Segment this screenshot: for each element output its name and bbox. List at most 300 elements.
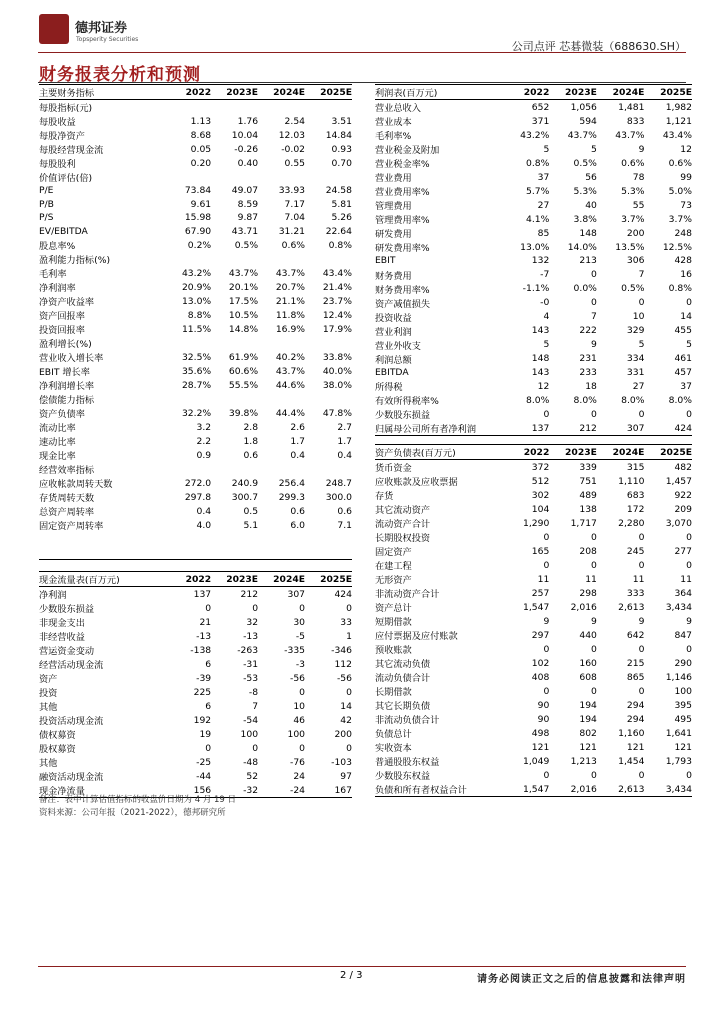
table-row	[375, 698, 692, 712]
cell-value: 5.26	[331, 212, 352, 224]
cell-value: 43.7%	[228, 267, 259, 279]
cell-value: 240.9	[231, 477, 259, 489]
cell-value: 8.0%	[526, 394, 550, 406]
cell-value: 2022	[502, 85, 550, 100]
cell-value: 3.7%	[621, 213, 645, 225]
cell-value: 1,160	[618, 727, 645, 739]
row-label: 少数股东权益	[375, 771, 431, 782]
cell-value: 0.0%	[573, 283, 597, 295]
table-row	[375, 212, 692, 226]
cell-value: 12.5%	[662, 241, 692, 253]
table-header-row	[375, 85, 692, 100]
table-row	[375, 586, 692, 600]
table-row	[375, 100, 692, 115]
cell-value: 3.2	[196, 421, 212, 433]
cell-value: 12	[537, 380, 550, 392]
cell-value: 5	[686, 339, 692, 351]
table-row	[375, 544, 692, 558]
cell-value: 1.7	[337, 435, 352, 447]
cell-value: 498	[531, 727, 550, 739]
row-label: 每股指标(元)	[39, 103, 93, 114]
cell-value: 0	[591, 559, 597, 571]
cell-value	[305, 532, 352, 546]
cell-value: 44.4%	[275, 407, 306, 419]
cell-value: 85	[537, 227, 550, 239]
row-label: 非流动负债合计	[375, 715, 440, 726]
table-row	[39, 142, 352, 156]
cell-value	[211, 532, 258, 546]
cell-value: 0	[638, 531, 645, 543]
cell-value: 13.0%	[181, 295, 212, 307]
cell-value: 200	[334, 728, 352, 740]
cell-value: 47.8%	[322, 407, 352, 419]
cell-value: 38.0%	[322, 379, 352, 391]
table-row	[375, 600, 692, 614]
row-label: 固定资产周转率	[39, 521, 104, 533]
table-row	[39, 615, 352, 629]
cell-value: 225	[193, 686, 212, 698]
table-row	[375, 268, 692, 282]
cell-value	[164, 546, 211, 560]
cell-value: 7	[591, 311, 597, 323]
table-row	[39, 128, 352, 142]
cell-value: 0	[252, 602, 259, 614]
cell-value: 512	[531, 475, 550, 487]
row-label: 货币资金	[375, 463, 412, 474]
cell-value: -13	[243, 630, 259, 642]
cell-value: 2.7	[337, 421, 352, 433]
table-row	[39, 156, 352, 170]
row-label: 存货周转天数	[39, 493, 95, 505]
table-row	[375, 628, 692, 642]
row-label	[39, 532, 164, 546]
row-label	[39, 546, 164, 560]
cell-value: 0	[543, 643, 550, 655]
main-indicators-table	[39, 84, 352, 560]
cell-value: 2,613	[618, 601, 645, 613]
cell-value: 33.93	[278, 185, 306, 197]
cell-value	[305, 336, 352, 350]
cell-value: 9.61	[190, 198, 212, 210]
cell-value: 2024E	[597, 85, 645, 100]
cell-value: 11	[680, 573, 692, 585]
page-number: 2 / 3	[340, 970, 363, 981]
table-row	[375, 379, 692, 393]
cell-value: 43.7%	[567, 129, 597, 141]
cell-value: 315	[626, 461, 645, 473]
row-label: 资产总计	[375, 603, 412, 614]
cell-value: 39.8%	[228, 407, 259, 419]
row-label: 预收账款	[375, 645, 412, 656]
cell-value: 0	[346, 742, 352, 754]
cell-value: 43.7%	[615, 129, 645, 141]
row-label: 营业外收支	[375, 340, 421, 352]
cell-value: 6	[205, 658, 212, 670]
cell-value: 371	[531, 115, 550, 127]
table-row	[375, 712, 692, 726]
cell-value: 0.8%	[526, 157, 550, 169]
cell-value: 300.7	[231, 491, 259, 503]
cell-value: 0.70	[331, 157, 352, 169]
cell-value: 9	[591, 339, 597, 351]
cell-value	[164, 532, 211, 546]
cell-value: 2,016	[549, 782, 597, 797]
cell-value: 24.58	[325, 185, 352, 197]
table-row	[39, 476, 352, 490]
cell-value: 0	[591, 769, 597, 781]
cell-value: 233	[579, 366, 597, 378]
cell-value: 61.9%	[228, 351, 259, 363]
cell-value: 608	[579, 671, 597, 683]
cell-value: 4.1%	[526, 213, 550, 225]
cell-value: 2.2	[196, 435, 212, 447]
row-label: 应收账款及应收票据	[375, 477, 458, 488]
cell-value: 1,793	[665, 755, 692, 767]
cell-value: 0	[252, 742, 259, 754]
cell-value: 33.8%	[322, 351, 352, 363]
row-label: 营业税金率%	[375, 159, 430, 170]
footer-divider	[38, 966, 686, 967]
cell-value: 11.8%	[275, 309, 306, 321]
cell-value: 294	[626, 713, 645, 725]
cell-value: 8.0%	[668, 394, 692, 406]
table-row	[375, 282, 692, 296]
cell-value: 9	[638, 615, 645, 627]
table-row	[39, 406, 352, 420]
cell-value: 3,434	[665, 601, 692, 613]
cell-value: 43.4%	[662, 129, 692, 141]
table-row	[39, 225, 352, 239]
table-header-row	[375, 445, 692, 460]
table-row	[39, 294, 352, 308]
row-label: 盈利增长(%)	[39, 339, 92, 351]
cell-value: 12.4%	[322, 309, 352, 321]
cell-value: 2023E	[549, 445, 597, 460]
cell-value: 14.0%	[567, 241, 597, 253]
cell-value: 1,213	[570, 755, 597, 767]
cell-value: 55	[632, 199, 645, 211]
row-label: 其他	[39, 702, 58, 713]
cell-value: 11	[585, 573, 597, 585]
table-row	[375, 407, 692, 421]
row-label: 无形资产	[375, 575, 412, 586]
row-label: 经营活动现金流	[39, 660, 104, 671]
cell-value: 55.5%	[228, 379, 259, 391]
row-label: 毛利率%	[375, 131, 412, 142]
cell-value: 455	[674, 325, 692, 337]
table-header-row	[39, 85, 352, 100]
cell-value: 10	[632, 311, 645, 323]
cell-value: 302	[531, 489, 550, 501]
cell-value: -1.1%	[522, 283, 550, 295]
cell-value	[164, 170, 211, 184]
cell-value: 5.3%	[573, 185, 597, 197]
cell-value: 1,547	[502, 782, 550, 797]
row-label: 流动比率	[39, 423, 76, 435]
cell-value: 112	[334, 658, 352, 670]
row-label: 长期借款	[375, 687, 412, 698]
cell-value: 0.8%	[328, 239, 352, 251]
cell-value: 245	[626, 545, 645, 557]
row-label: EBIT	[375, 255, 396, 267]
cell-value: 2.6	[290, 421, 306, 433]
table-row	[375, 474, 692, 488]
row-label: 价值评估(倍)	[39, 173, 93, 184]
cell-value: 3.51	[331, 115, 352, 127]
cell-value: 1,481	[618, 101, 645, 113]
row-label: 总资产周转率	[39, 507, 95, 519]
cell-value: 0	[299, 602, 306, 614]
row-label: 负债总计	[375, 729, 412, 740]
cell-value: 0	[686, 643, 692, 655]
cell-value: 148	[579, 227, 597, 239]
row-label: 资产负债率	[39, 409, 85, 421]
cell-value	[164, 392, 211, 406]
row-label: 其它流动负债	[375, 659, 431, 670]
cell-value: 5.81	[331, 198, 352, 210]
cell-value: 14	[680, 311, 692, 323]
title-divider	[38, 82, 686, 83]
cell-value: 642	[626, 629, 645, 641]
cell-value	[211, 252, 258, 266]
row-label: 偿债能力指标	[39, 395, 95, 407]
cell-value: 11	[632, 573, 645, 585]
cell-value: 11.5%	[181, 323, 212, 335]
cell-value: -76	[290, 756, 306, 768]
cell-value: 10	[293, 700, 306, 712]
row-label: EBITDA	[375, 366, 409, 378]
cell-value: 209	[674, 503, 692, 515]
cell-value: 60.6%	[228, 365, 259, 377]
row-label: 短期借款	[375, 617, 412, 628]
cell-value	[258, 462, 305, 476]
cell-value: 5.7%	[526, 185, 550, 197]
cell-value: 2.54	[284, 115, 306, 127]
table-row	[375, 310, 692, 324]
cell-value: 10.5%	[228, 309, 259, 321]
cell-value: 35.6%	[181, 365, 212, 377]
cell-value: 102	[531, 657, 550, 669]
cell-value: 0.4	[196, 505, 212, 517]
cell-value: 137	[502, 421, 550, 436]
table-row	[375, 572, 692, 586]
row-label: 营业利润	[375, 326, 412, 338]
row-label: 应收帐款周转天数	[39, 479, 113, 491]
logo-subtext: Topsperity Securities	[76, 36, 139, 43]
row-label: 现金比率	[39, 451, 76, 463]
cell-value: 0.40	[237, 157, 259, 169]
row-label: 营业税金及附加	[375, 145, 440, 156]
header-divider	[38, 52, 686, 53]
cell-value: 2024E	[258, 85, 305, 100]
balance-sheet-table	[375, 444, 692, 797]
row-label: 应付票据及应付账款	[375, 631, 458, 642]
cell-value: 1,982	[665, 101, 692, 113]
table-row	[375, 642, 692, 656]
cell-value: 7.04	[284, 212, 306, 224]
row-label: 流动资产合计	[375, 519, 431, 530]
row-label: 净资产收益率	[39, 297, 95, 309]
cell-value: 28.7%	[181, 379, 212, 391]
cell-value: 1,146	[665, 671, 692, 683]
cell-value	[211, 170, 258, 184]
cell-value: 90	[537, 713, 550, 725]
row-label: EV/EBITDA	[39, 225, 88, 237]
cell-value: 0	[543, 769, 550, 781]
cell-value: 20.1%	[228, 281, 259, 293]
table-row	[39, 308, 352, 322]
row-label: 非流动资产合计	[375, 589, 440, 600]
page-title: 财务报表分析和预测	[39, 65, 201, 85]
cell-value: 298	[579, 587, 597, 599]
cell-value: 1.76	[237, 115, 259, 127]
table-row	[375, 114, 692, 128]
row-label: 负债和所有者权益合计	[375, 782, 502, 797]
cell-value: 0.4	[337, 449, 352, 461]
cell-value: 0	[543, 685, 550, 697]
row-label: 资产减值损失	[375, 298, 431, 310]
cell-value	[258, 546, 305, 560]
table-row	[375, 516, 692, 530]
cell-value: 0	[686, 559, 692, 571]
cell-value: 0	[591, 269, 597, 281]
cell-value: 2025E	[305, 85, 352, 100]
cell-value: 0.4	[290, 449, 306, 461]
cell-value: 0	[638, 297, 645, 309]
cell-value	[258, 252, 305, 266]
cell-value: 22.64	[325, 225, 352, 237]
row-label: 股权募资	[39, 744, 76, 755]
cell-value: 1	[346, 630, 352, 642]
cell-value: 300.0	[325, 491, 352, 503]
row-label: 其他	[39, 758, 58, 769]
cell-value: 27	[632, 380, 645, 392]
table-row	[375, 366, 692, 380]
cell-value: 0	[591, 531, 597, 543]
cell-value: 307	[597, 421, 645, 436]
cell-value: 2025E	[305, 572, 352, 587]
cell-value: 40.0%	[322, 365, 352, 377]
row-label: 存货	[375, 491, 394, 502]
row-label: P/B	[39, 198, 54, 210]
table-row	[375, 338, 692, 352]
cell-value	[258, 336, 305, 350]
cell-value: 1.8	[243, 435, 259, 447]
cell-value: -56	[290, 672, 306, 684]
cell-value: 461	[674, 353, 692, 365]
cell-value: 0	[638, 408, 645, 420]
cell-value: 6	[205, 700, 212, 712]
cell-value: 231	[579, 353, 597, 365]
row-label: 非现金支出	[39, 618, 85, 629]
table-header-row	[39, 572, 352, 587]
cash-flow-table	[39, 571, 352, 798]
cell-value: 256.4	[278, 477, 306, 489]
cell-value: 0	[591, 297, 597, 309]
row-label: 营业费用率%	[375, 187, 430, 198]
cell-value: 9	[591, 615, 597, 627]
cell-value: 0.6	[337, 505, 352, 517]
table-row	[39, 184, 352, 198]
cell-value: 138	[579, 503, 597, 515]
cell-value: 5	[543, 339, 550, 351]
cell-value: 17.9%	[322, 323, 352, 335]
cell-value: 215	[626, 657, 645, 669]
cell-value: 5.0%	[668, 185, 692, 197]
cell-value: 43.71	[231, 225, 259, 237]
row-label: 营业收入增长率	[39, 353, 104, 365]
row-label: 营运资金变动	[39, 646, 95, 657]
cell-value	[211, 100, 258, 115]
cell-value: 33	[340, 616, 352, 628]
table-row	[375, 352, 692, 366]
table-row	[375, 393, 692, 407]
cell-value: 2.8	[243, 421, 259, 433]
cell-value: 12.03	[278, 129, 306, 141]
table-row	[375, 558, 692, 572]
cell-value: -0.02	[281, 143, 306, 155]
cell-value: 0	[543, 408, 550, 420]
cell-value	[164, 100, 211, 115]
table-row	[39, 280, 352, 294]
row-label: 所得税	[375, 382, 403, 394]
cell-value: 213	[579, 255, 597, 267]
cell-value: 0.6%	[668, 157, 692, 169]
cell-value: 43.2%	[520, 129, 550, 141]
row-label: 其它长期负债	[375, 701, 431, 712]
cell-value: 297.8	[184, 491, 212, 503]
cell-value: -54	[243, 714, 259, 726]
cell-value: 121	[531, 741, 550, 753]
cell-value: 594	[579, 115, 597, 127]
cell-value: 0.5	[243, 505, 259, 517]
table-row	[39, 546, 352, 560]
cell-value: 1,110	[618, 475, 645, 487]
cell-value: 7.1	[337, 519, 352, 531]
cell-value: 32.5%	[181, 351, 212, 363]
cell-value: 137	[193, 588, 212, 600]
table-row	[375, 502, 692, 516]
row-label: 投资回报率	[39, 325, 85, 337]
table-row	[39, 170, 352, 184]
table-row	[39, 378, 352, 392]
cell-value: 2023E	[211, 85, 258, 100]
cell-value: 13.5%	[615, 241, 645, 253]
cell-value: 9	[543, 615, 550, 627]
row-label: 净利润	[39, 590, 67, 601]
cell-value: 2023E	[211, 572, 258, 587]
cell-value: 865	[626, 671, 645, 683]
table-row	[39, 322, 352, 336]
cell-value: 43.2%	[181, 267, 212, 279]
cell-value: 0.6%	[621, 157, 645, 169]
cell-value: 372	[531, 461, 550, 473]
table-row	[39, 629, 352, 643]
row-label: 经营效率指标	[39, 465, 95, 477]
report-header-label: 公司点评 芯碁微装（688630.SH）	[511, 40, 686, 53]
row-label: 营业费用	[375, 173, 412, 184]
table-row	[39, 114, 352, 128]
table-row	[375, 656, 692, 670]
cell-value: 0.8%	[668, 283, 692, 295]
cell-value: 121	[579, 741, 597, 753]
cell-value: 32.2%	[181, 407, 212, 419]
cell-value: 192	[193, 714, 212, 726]
table-row	[375, 226, 692, 240]
row-label: 财务费用率%	[375, 284, 430, 296]
company-logo	[39, 14, 199, 48]
cell-value: 18	[585, 380, 597, 392]
